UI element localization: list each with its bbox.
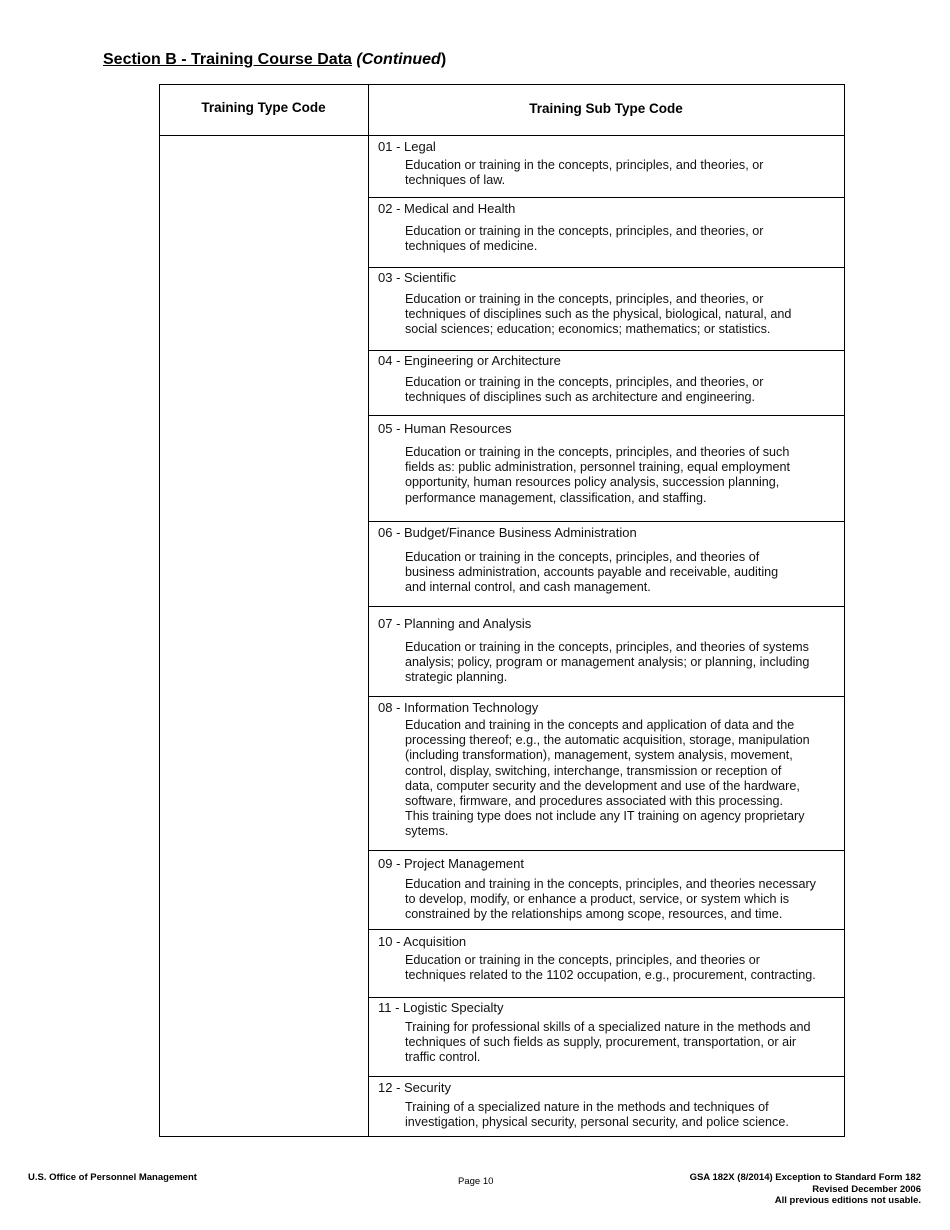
subtype-description: Education or training in the concepts, principles, and theories, or techniques of medicine. (405, 224, 764, 254)
section-title (103, 51, 446, 69)
subtype-code: 07 - Planning and Analysis (378, 616, 532, 631)
subtype-description: Education or training in the concepts, principles, and theories of systems analysis; policy, program or management analysis; or planning, including strategic planning. (405, 640, 810, 685)
table-row (369, 136, 845, 198)
subtype-code: 11 - Logistic Specialty (378, 1000, 504, 1015)
subtype-description: Education or training in the concepts, principles, and theories, or techniques of law. (405, 158, 764, 188)
subtype-code: 04 - Engineering or Architecture (378, 353, 561, 368)
subtype-code: 10 - Acquisition (378, 934, 467, 949)
table-row (369, 607, 845, 697)
table-row (369, 198, 845, 268)
subtype-code: 01 - Legal (378, 139, 436, 154)
section-title-main: Section B - Training Course Data (103, 51, 352, 68)
table-row (369, 998, 845, 1077)
subtype-code: 02 - Medical and Health (378, 201, 516, 216)
table-row (369, 522, 845, 607)
subtype-description: Training of a specialized nature in the methods and techniques of investigation, physical security, personal security, and police science. (405, 1100, 789, 1130)
subtype-description: Education or training in the concepts, principles, and theories or techniques related to the 1102 occupation, e.g., procurement, contracting. (405, 953, 816, 983)
footer-revision: Revised December 2006 (812, 1183, 921, 1195)
subtype-code: 05 - Human Resources (378, 421, 512, 436)
table-row (369, 851, 845, 930)
footer-form-number: GSA 182X (8/2014) Exception to Standard Form 182 (689, 1172, 921, 1183)
subtype-code: 06 - Budget/Finance Business Administration (378, 525, 637, 540)
header-training-sub-type-code: Training Sub Type Code (529, 101, 683, 116)
table-header-row (159, 84, 845, 136)
subtype-code: 08 - Information Technology (378, 700, 539, 715)
section-title-continued: (Continued (356, 51, 441, 68)
subtype-code: 09 - Project Management (378, 856, 524, 871)
header-training-type-code: Training Type Code (201, 100, 326, 115)
table-row (369, 268, 845, 351)
table-row (369, 351, 845, 416)
table-row (369, 1077, 845, 1136)
subtype-description: Education or training in the concepts, principles, and theories of business administration, accounts payable and receivable, auditing and internal control, and cash management. (405, 550, 779, 595)
table-row (369, 930, 845, 998)
footer-page-number: Page 10 (458, 1176, 494, 1187)
table-row (369, 416, 845, 522)
subtype-code: 12 - Security (378, 1080, 451, 1095)
subtype-code: 03 - Scientific (378, 270, 457, 285)
subtype-description: Education and training in the concepts, principles, and theories necessary to develop, modify, or enhance a product, service, or system which is constrained by the relationships among scope, resources, and time. (405, 877, 816, 922)
subtype-description: Education or training in the concepts, principles, and theories of such fields as: public administration, personnel training, equal employment opportunity, human resources policy analysis, succession planning, performance management, classification, and staffing. (405, 445, 791, 505)
footer-agency: U.S. Office of Personnel Management (28, 1172, 197, 1183)
subtype-description: Education or training in the concepts, principles, and theories, or techniques of disciplines such as the physical, biological, natural, and social sciences; education; economics; mathematics; or statistics. (405, 292, 792, 337)
subtype-description: Education or training in the concepts, principles, and theories, or techniques of disciplines such as architecture and engineering. (405, 375, 764, 405)
subtype-description: Education and training in the concepts and application of data and the processing thereof; e.g., the automatic acquisition, storage, manipulation (including transformation), management, system analysis, movement, control, display, switching, interchange, transmission or reception of data, computer security and the development and use of the hardware, software, firmware, and procedures associated with this processing. This training type does not include any IT training on agency proprietary sytems. (405, 718, 810, 839)
section-title-close-paren: ) (440, 51, 447, 68)
footer-form-info (690, 1172, 921, 1207)
subtype-description: Training for professional skills of a specialized nature in the methods and techniques of such fields as supply, procurement, transportation, or air traffic control. (405, 1020, 811, 1065)
table-row (369, 697, 845, 851)
footer-editions-note: All previous editions not usable. (774, 1195, 921, 1206)
